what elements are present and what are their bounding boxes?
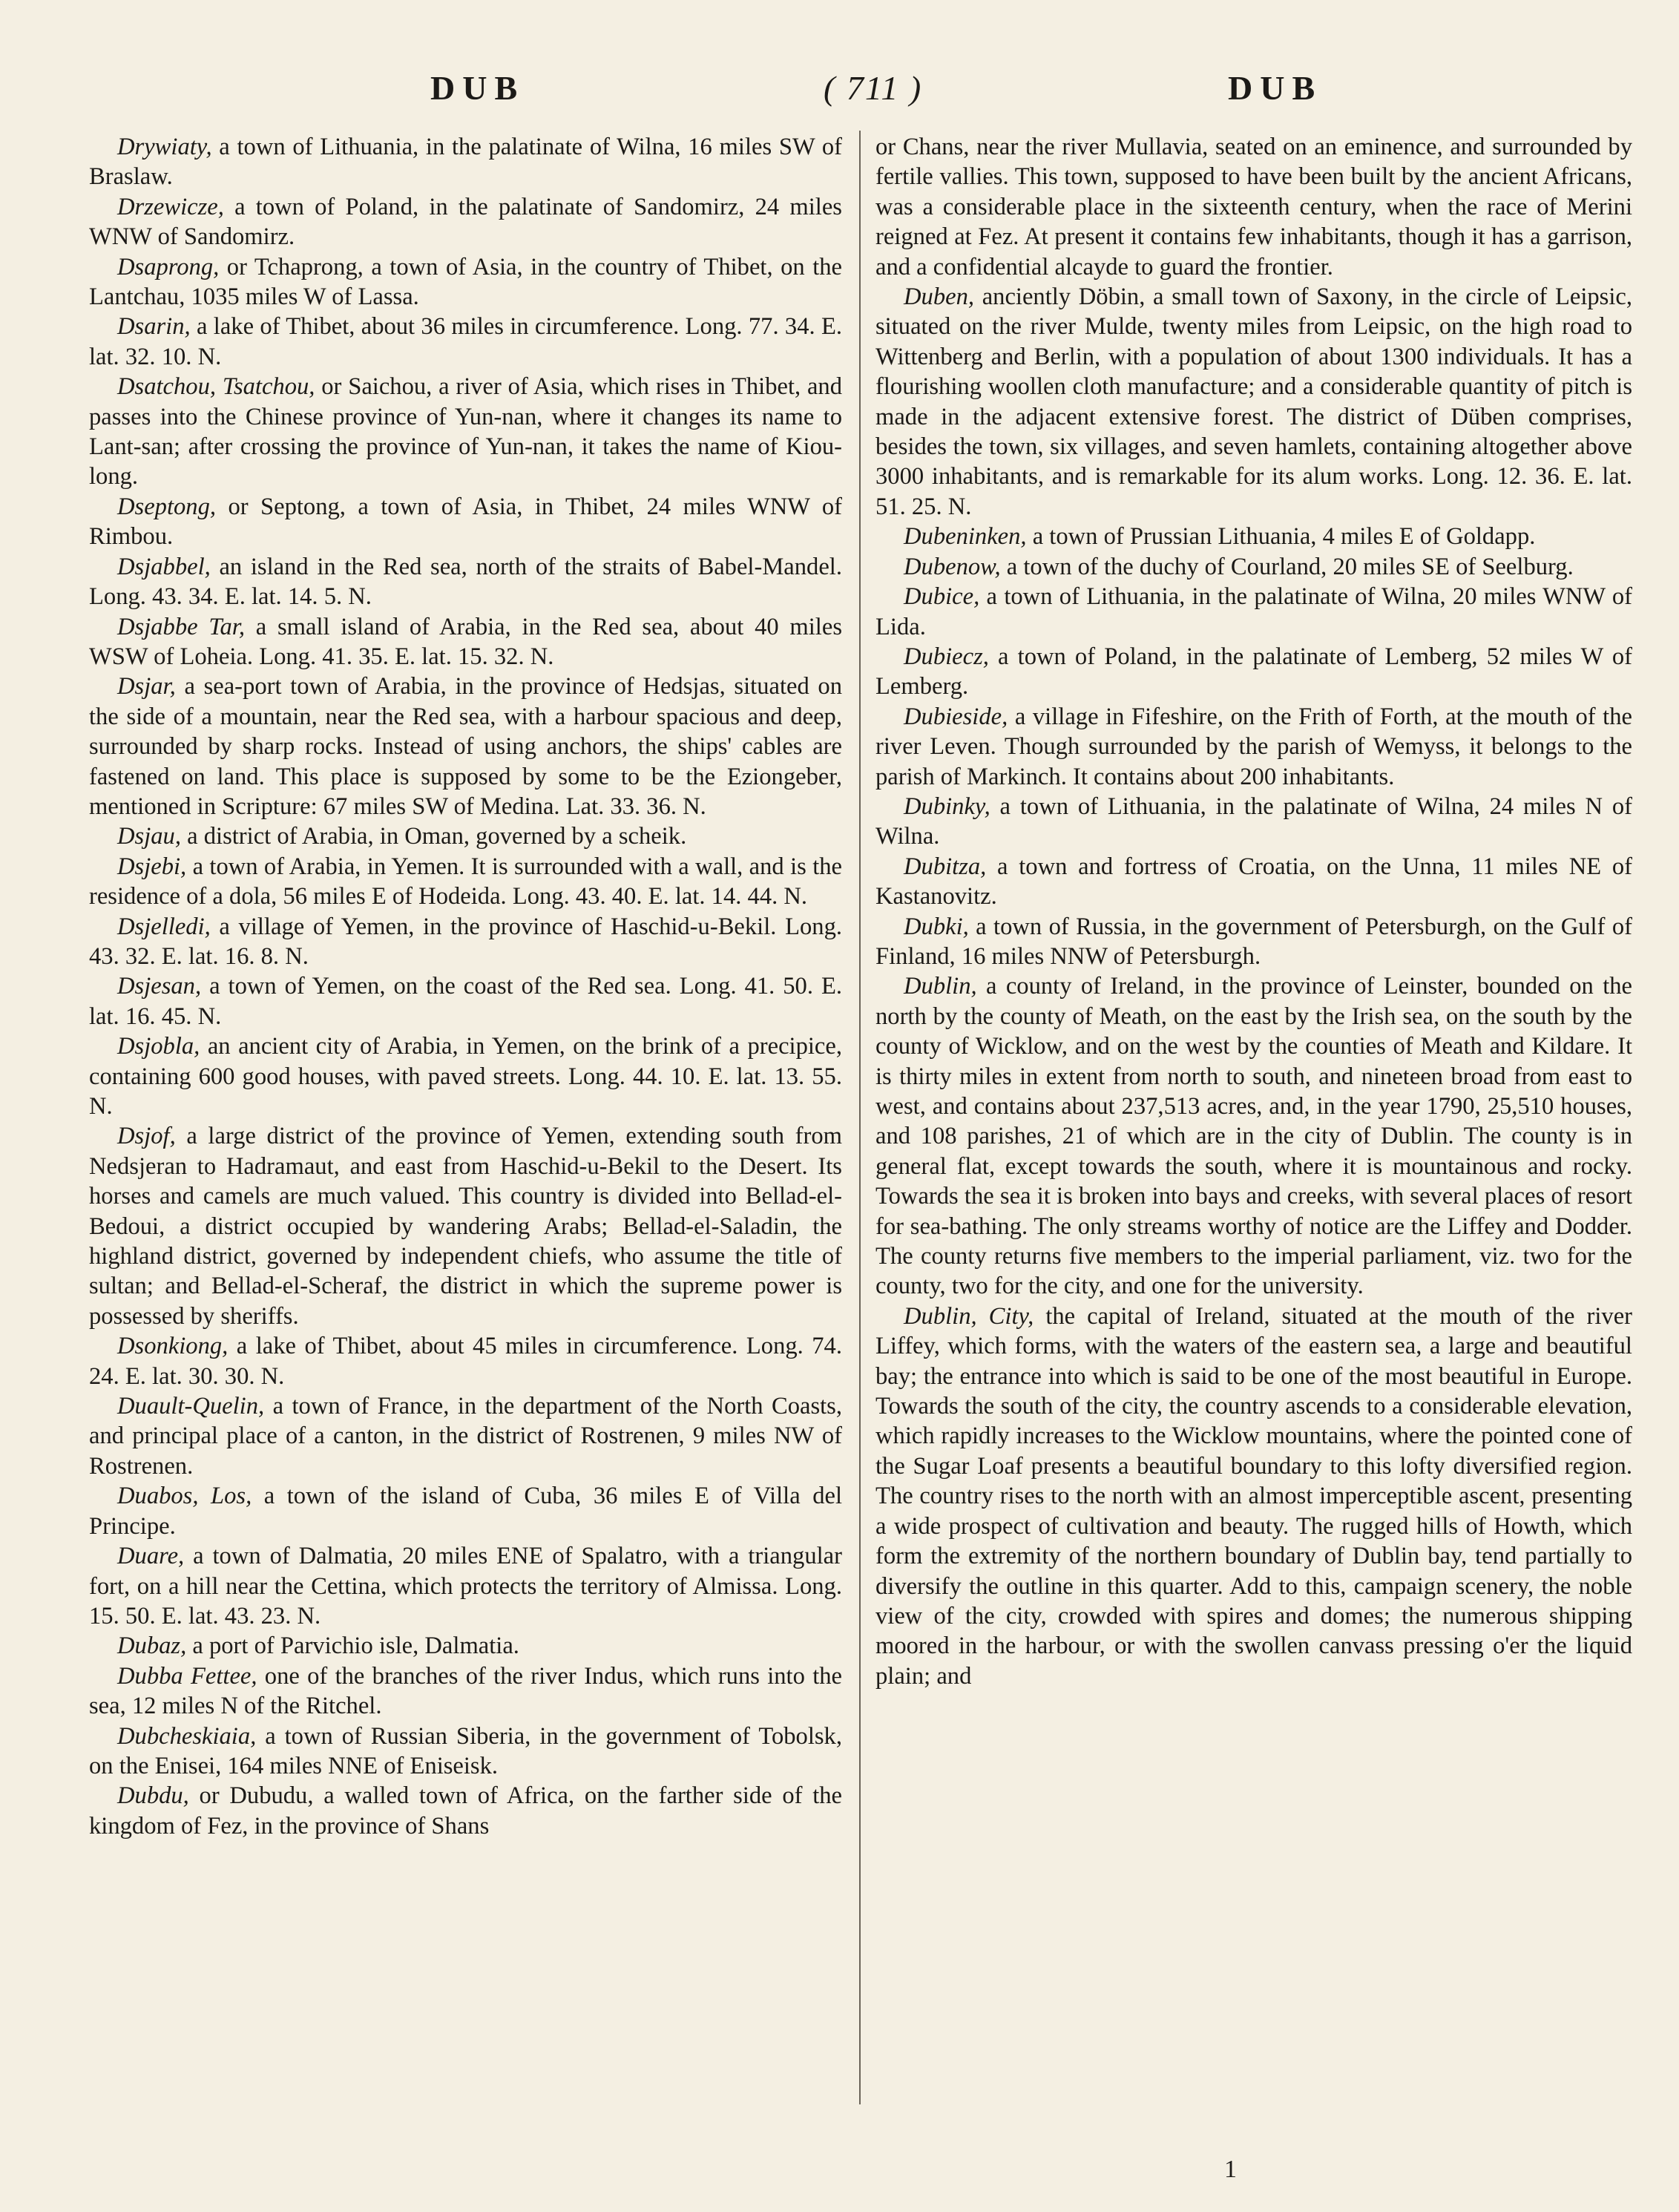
entry-text: a small island of Arabia, in the Red sea, about 40 miles WSW of Loheia. Long. 41. 35. E. lat. 15. 32. N. <box>89 613 842 670</box>
gazetteer-entry <box>875 522 1632 551</box>
entry-text: a sea-port town of Arabia, in the province of Hedsjas, situated on the side of a mountain, near the Red sea, with a harbour spacious and deep, surrounded by sharp rocks. Instead of using anchors, the ships' cables are fastened on land. This place is supposed by some to be the Eziongeber, mentioned in Scripture: 67 miles SW of Medina. Lat. 33. 36. N. <box>89 673 842 820</box>
entry-text: a lake of Thibet, about 36 miles in circumference. Long. 77. 34. E. lat. 32. 10. N. <box>89 313 842 370</box>
gazetteer-entry <box>875 792 1632 852</box>
entry-text: or Dubudu, a walled town of Africa, on the farther side of the kingdom of Fez, in the province of Shans <box>89 1782 842 1839</box>
entry-text: a town of Arabia, in Yemen. It is surrounded with a wall, and is the residence of a dola, 56 miles E of Hodeida. Long. 43. 40. E. lat. 14. 44. N. <box>89 853 842 910</box>
entry-text: a town of Russia, in the government of Petersburgh, on the Gulf of Finland, 16 miles NNW of Petersburgh. <box>875 913 1632 970</box>
gazetteer-entry <box>89 1031 842 1121</box>
entry-headword: Dubdu, <box>117 1782 189 1810</box>
entry-headword: Dsjebi, <box>117 853 187 880</box>
entry-headword: Dsjar, <box>117 673 176 700</box>
gazetteer-entry <box>875 702 1632 792</box>
entry-text: the capital of Ireland, situated at the mouth of the river Liffey, which forms, with the waters of the eastern sea, a large and beautiful bay; the entrance into which is said to be one of the most beautiful in Europe. Towards the south of the city, the country ascends to a considerable elevation, which rapidly increases to the Wicklow mountains, where the pointed cone of the Sugar Loaf presents a beautiful boundary to this lofty diversified region. The country rises to the north with an almost imperceptible ascent, presenting a wide prospect of cultivation and beauty. The rugged hills of Howth, which form the extremity of the northern boundary of Dublin bay, tend partially to diversify the outline in this quarter. Add to this, campaign scenery, the noble view of the city, crowded with spires and domes; the numerous shipping moored in the harbour, or with the swollen canvass pressing o'er the liquid plain; and <box>875 1302 1632 1690</box>
entry-headword: Dubeninken, <box>904 523 1027 551</box>
gazetteer-entry <box>875 912 1632 972</box>
running-head-right: DUB <box>1228 69 1323 107</box>
entry-text: a town of the duchy of Courland, 20 miles SE of Seelburg. <box>1000 553 1574 580</box>
entry-headword: Duault-Quelin, <box>117 1393 265 1420</box>
entry-headword: Dsjabbel, <box>117 553 211 580</box>
gazetteer-entry <box>89 672 842 821</box>
entry-headword: Dsjau, <box>117 823 181 850</box>
gazetteer-entry <box>89 192 842 252</box>
entry-headword: Dsatchou, Tsatchou, <box>117 373 315 401</box>
gazetteer-entry <box>89 1121 842 1331</box>
entry-text: a county of Ireland, in the province of Leinster, bounded on the north by the county of Meath, on the east by the Irish sea, on the south by the county of Wicklow, and on the west by the counties of Meath and Kildare. It is thirty miles in extent from north to south, and nineteen broad from east to west, and contains about 237,513 acres, and, in the year 1790, 25,510 houses, and 108 parishes, 21 of which are in the city of Dublin. The county is in general flat, except towards the south, where it is mountainous and rocky. Towards the sea it is broken into bays and creeks, with several places of resort for sea-bathing. The only streams worthy of notice are the Liffey and Dodder. The county returns five members to the imperial parliament, viz. two for the county, two for the city, and one for the university. <box>875 973 1632 1300</box>
entry-text: a district of Arabia, in Oman, governed by a scheik. <box>180 823 687 850</box>
column-rule <box>859 131 861 2104</box>
entry-headword: Drzewicze, <box>117 193 224 220</box>
gazetteer-entry <box>875 132 1632 282</box>
entry-headword: Dubice, <box>904 583 980 611</box>
entry-text: a town of Lithuania, in the palatinate of Wilna, 20 miles WNW of Lida. <box>875 583 1632 640</box>
gazetteer-entry <box>89 821 842 851</box>
gazetteer-entry <box>875 1302 1632 1691</box>
gazetteer-entry <box>875 282 1632 522</box>
entry-headword: Duabos, Los, <box>117 1483 252 1510</box>
entry-headword: Dublin, City, <box>904 1302 1034 1330</box>
gazetteer-entry <box>89 612 842 672</box>
entry-headword: Dublin, <box>904 973 977 1000</box>
page-header <box>0 68 1679 120</box>
entry-headword: Dubieside, <box>904 703 1008 730</box>
entry-text: an ancient city of Arabia, in Yemen, on the brink of a precipice, containing 600 good houses, with paved streets. Long. 44. 10. E. lat. 13. 55. N. <box>89 1033 842 1120</box>
entry-text: an island in the Red sea, north of the straits of Babel-Mandel. Long. 43. 34. E. lat. 14. 5. N. <box>89 553 842 611</box>
entry-headword: Dubitza, <box>904 853 987 880</box>
entry-text: a town of Poland, in the palatinate of Sandomirz, 24 miles WNW of Sandomirz. <box>89 193 842 251</box>
entry-headword: Dsaprong, <box>117 253 220 280</box>
gazetteer-entry <box>89 852 842 912</box>
gazetteer-entry <box>89 1661 842 1722</box>
entry-text: one of the branches of the river Indus, which runs into the sea, 12 miles N of the Ritchel. <box>89 1662 842 1720</box>
entry-text: or Septong, a town of Asia, in Thibet, 24 miles WNW of Rimbou. <box>89 493 842 551</box>
gazetteer-entry <box>89 971 842 1031</box>
entry-text: a town of France, in the department of the North Coasts, and principal place of a canton, in the district of Rostrenen, 9 miles NW of Rostrenen. <box>89 1393 842 1480</box>
entry-text: a town of Russian Siberia, in the government of Tobolsk, on the Enisei, 164 miles NNE of Eniseisk. <box>89 1722 842 1779</box>
gazetteer-entry <box>89 1631 842 1661</box>
gazetteer-entry <box>89 1781 842 1841</box>
entry-text: a village in Fifeshire, on the Frith of Forth, at the mouth of the river Leven. Though surrounded by the parish of Wemyss, it belongs to the parish of Markinch. It contains about 200 inhabitants. <box>875 703 1632 790</box>
gazetteer-entry <box>89 372 842 492</box>
entry-text: a town of Yemen, on the coast of the Red sea. Long. 41. 50. E. lat. 16. 45. N. <box>89 973 842 1030</box>
entry-headword: Duare, <box>117 1543 185 1570</box>
entry-headword: Dsjelledi, <box>117 913 211 940</box>
gazetteer-entry <box>89 1391 842 1481</box>
entry-headword: Dsjobla, <box>117 1033 200 1060</box>
gazetteer-entry <box>89 252 842 312</box>
entry-headword: Dsjof, <box>117 1123 176 1150</box>
entry-headword: Dubinky, <box>904 792 990 820</box>
entry-text: anciently Döbin, a small town of Saxony, in the circle of Leipsic, situated on the river Mulde, twenty miles from Leipsic, on the high road to Wittenberg and Berlin, with a population of about 1300 individuals. It has a flourishing woollen cloth manufacture; and a considerable quantity of pitch is made in the adjacent extensive forest. The district of Düben comprises, besides the town, six villages, and seven hamlets, containing altogether above 3000 inhabitants, and is remarkable for its alum works. Long. 12. 36. E. lat. 51. 25. N. <box>875 283 1632 520</box>
gazetteer-entry <box>89 1541 842 1631</box>
entry-headword: Dubcheskiaia, <box>117 1722 257 1750</box>
gazetteer-entry <box>875 971 1632 1301</box>
entry-text: a village of Yemen, in the province of Haschid-u-Bekil. Long. 43. 32. E. lat. 16. 8. N. <box>89 913 842 970</box>
entry-headword: Dubenow, <box>904 553 1001 580</box>
gazetteer-entry <box>89 912 842 972</box>
entry-headword: Dsjesan, <box>117 973 202 1000</box>
entry-text: a lake of Thibet, about 45 miles in circumference. Long. 74. 24. E. lat. 30. 30. N. <box>89 1333 842 1390</box>
entry-headword: Dubiecz, <box>904 643 989 670</box>
gazetteer-entry <box>89 312 842 372</box>
entry-headword: Drywiaty, <box>117 134 212 160</box>
gazetteer-entry <box>89 492 842 552</box>
entry-headword: Dsjabbe Tar, <box>117 613 245 640</box>
gazetteer-entry <box>875 642 1632 702</box>
gazetteer-entry <box>875 552 1632 582</box>
entry-headword: Duben, <box>904 283 974 311</box>
entry-text: a large district of the province of Yemen, extending south from Nedsjeran to Hadramaut, and east from Haschid-u-Bekil to the Desert. Its horses and camels are much valued. This country is divided into Bellad-el-Bedoui, a district occupied by wandering Arabs; Bellad-el-Saladin, the highland district, governed by independent chiefs, who assume the title of sultan; and Bellad-el-Scheraf, the district in which the supreme power is possessed by sheriffs. <box>89 1123 842 1330</box>
gazetteer-entry <box>89 132 842 192</box>
running-head-left: DUB <box>430 69 525 107</box>
entry-headword: Dubaz, <box>117 1632 187 1660</box>
entry-headword: Dubba Fettee, <box>117 1662 257 1690</box>
entry-text: a town of the island of Cuba, 36 miles E of Villa del Principe. <box>89 1483 842 1540</box>
signature-mark: 1 <box>1224 2156 1237 2183</box>
left-column <box>89 132 842 1841</box>
gazetteer-entry <box>89 1331 842 1391</box>
gazetteer-entry <box>875 582 1632 642</box>
entry-headword: Dseptong, <box>117 493 217 520</box>
entry-text: or Tchaprong, a town of Asia, in the country of Thibet, on the Lantchau, 1035 miles W of Lassa. <box>89 253 842 311</box>
entry-text: a town of Poland, in the palatinate of Lemberg, 52 miles W of Lemberg. <box>875 643 1632 700</box>
entry-text: a port of Parvichio isle, Dalmatia. <box>186 1632 519 1660</box>
entry-text: a town of Lithuania, in the palatinate of Wilna, 16 miles SW of Braslaw. <box>89 134 842 191</box>
right-column <box>875 132 1632 1691</box>
entry-headword: Dsarin, <box>117 313 191 341</box>
entry-headword: Dubki, <box>904 913 969 940</box>
gazetteer-entry <box>89 552 842 612</box>
entry-text: or Saichou, a river of Asia, which rises in Thibet, and passes into the Chinese province of Yun-nan, where it changes its name to Lant-san; after crossing the province of Yun-nan, it takes the name of Kiou-long. <box>89 373 843 490</box>
gazetteer-entry <box>875 852 1632 912</box>
entry-headword: Dsonkiong, <box>117 1333 229 1360</box>
page-number: ( 711 ) <box>824 69 923 107</box>
entry-text: or Chans, near the river Mullavia, seated on an eminence, and surrounded by fertile vallies. This town, supposed to have been built by the ancient Africans, was a considerable place in the sixteenth century, when the race of Merini reigned at Fez. At present it contains few inhabitants, though it has a garrison, and a confidential alcayde to guard the frontier. <box>875 134 1632 280</box>
entry-text: a town and fortress of Croatia, on the Unna, 11 miles NE of Kastanovitz. <box>875 853 1632 910</box>
entry-text: a town of Lithuania, in the palatinate of Wilna, 24 miles N of Wilna. <box>875 792 1632 850</box>
entry-text: a town of Prussian Lithuania, 4 miles E of Goldapp. <box>1026 523 1536 551</box>
entry-text: a town of Dalmatia, 20 miles ENE of Spalatro, with a triangular fort, on a hill near the Cettina, which protects the territory of Almissa. Long. 15. 50. E. lat. 43. 23. N. <box>89 1543 842 1630</box>
gazetteer-entry <box>89 1722 842 1782</box>
gazetteer-entry <box>89 1481 842 1541</box>
